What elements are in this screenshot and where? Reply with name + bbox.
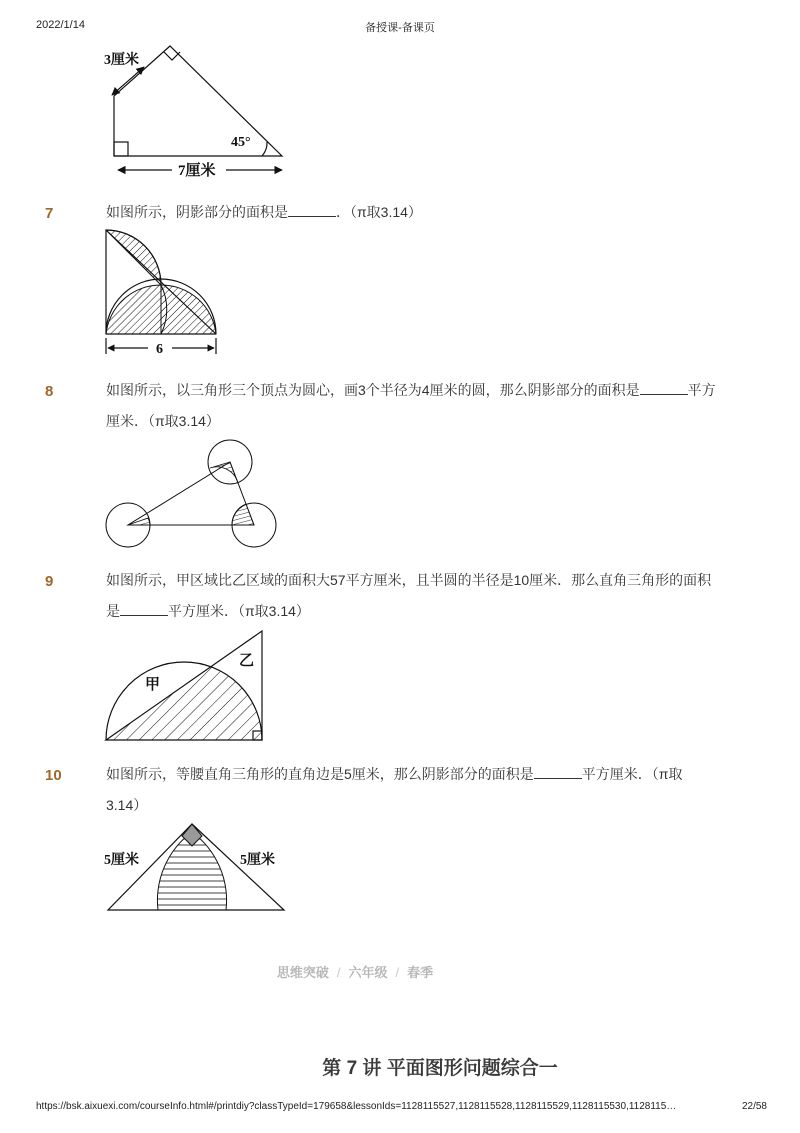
figure-label-side: 3厘米 <box>104 53 139 68</box>
question-number-8: 8 <box>45 383 54 400</box>
figure-pentagon <box>100 38 300 183</box>
page-url: https://bsk.aixuexi.com/courseInfo.html#/printdiy?classTypeId=179658&lessonIds=1128115527,1128115528,1128115529,1128115530,1128115… <box>36 1101 677 1112</box>
label-jia: 甲 <box>145 677 161 693</box>
label-left-leg: 5厘米 <box>104 853 139 868</box>
page-number: 22/58 <box>741 1101 767 1112</box>
answer-blank <box>288 202 336 217</box>
print-date: 2022/1/14 <box>36 19 85 31</box>
answer-blank <box>534 764 582 779</box>
question-number-7: 7 <box>45 205 54 222</box>
course-subtitle: 思维突破 / 六年级 / 春季 <box>276 965 434 980</box>
print-title: 备授课-备课页 <box>365 22 435 34</box>
label-yi: 乙 <box>239 653 255 669</box>
label-right-leg: 5厘米 <box>240 853 275 868</box>
figure-label-angle: 45° <box>231 135 251 150</box>
figure-label-length: 6 <box>156 342 163 357</box>
question-text-7: 如图所示，阴影部分的面积是 ．（π取3.14） <box>106 204 422 220</box>
figure-q10 <box>100 820 290 916</box>
question-text-10: 如图所示，等腰直角三角形的直角边是5厘米，那么阴影部分的面积是 平方厘米．（π取3.14） <box>106 766 683 813</box>
question-text-9: 如图所示，甲区域比乙区域的面积大57平方厘米，且半圆的半径是10厘米．那么直角三角形的面积是 平方厘米．（π取3.14） <box>106 572 712 619</box>
question-text-8: 如图所示，以三角形三个顶点为圆心，画3个半径为4厘米的圆，那么阴影部分的面积是 平方厘米．（π取3.14） <box>106 382 716 429</box>
question-number-9: 9 <box>45 573 54 590</box>
figure-q8 <box>100 440 280 550</box>
answer-blank <box>640 380 688 395</box>
figure-q9 <box>100 626 270 746</box>
figure-q7 <box>100 224 230 364</box>
question-number-10: 10 <box>45 767 62 784</box>
figure-label-base: 7厘米 <box>178 163 216 179</box>
answer-blank <box>120 601 168 616</box>
lecture-title: 第 7 讲 平面图形问题综合一 <box>322 1058 558 1079</box>
